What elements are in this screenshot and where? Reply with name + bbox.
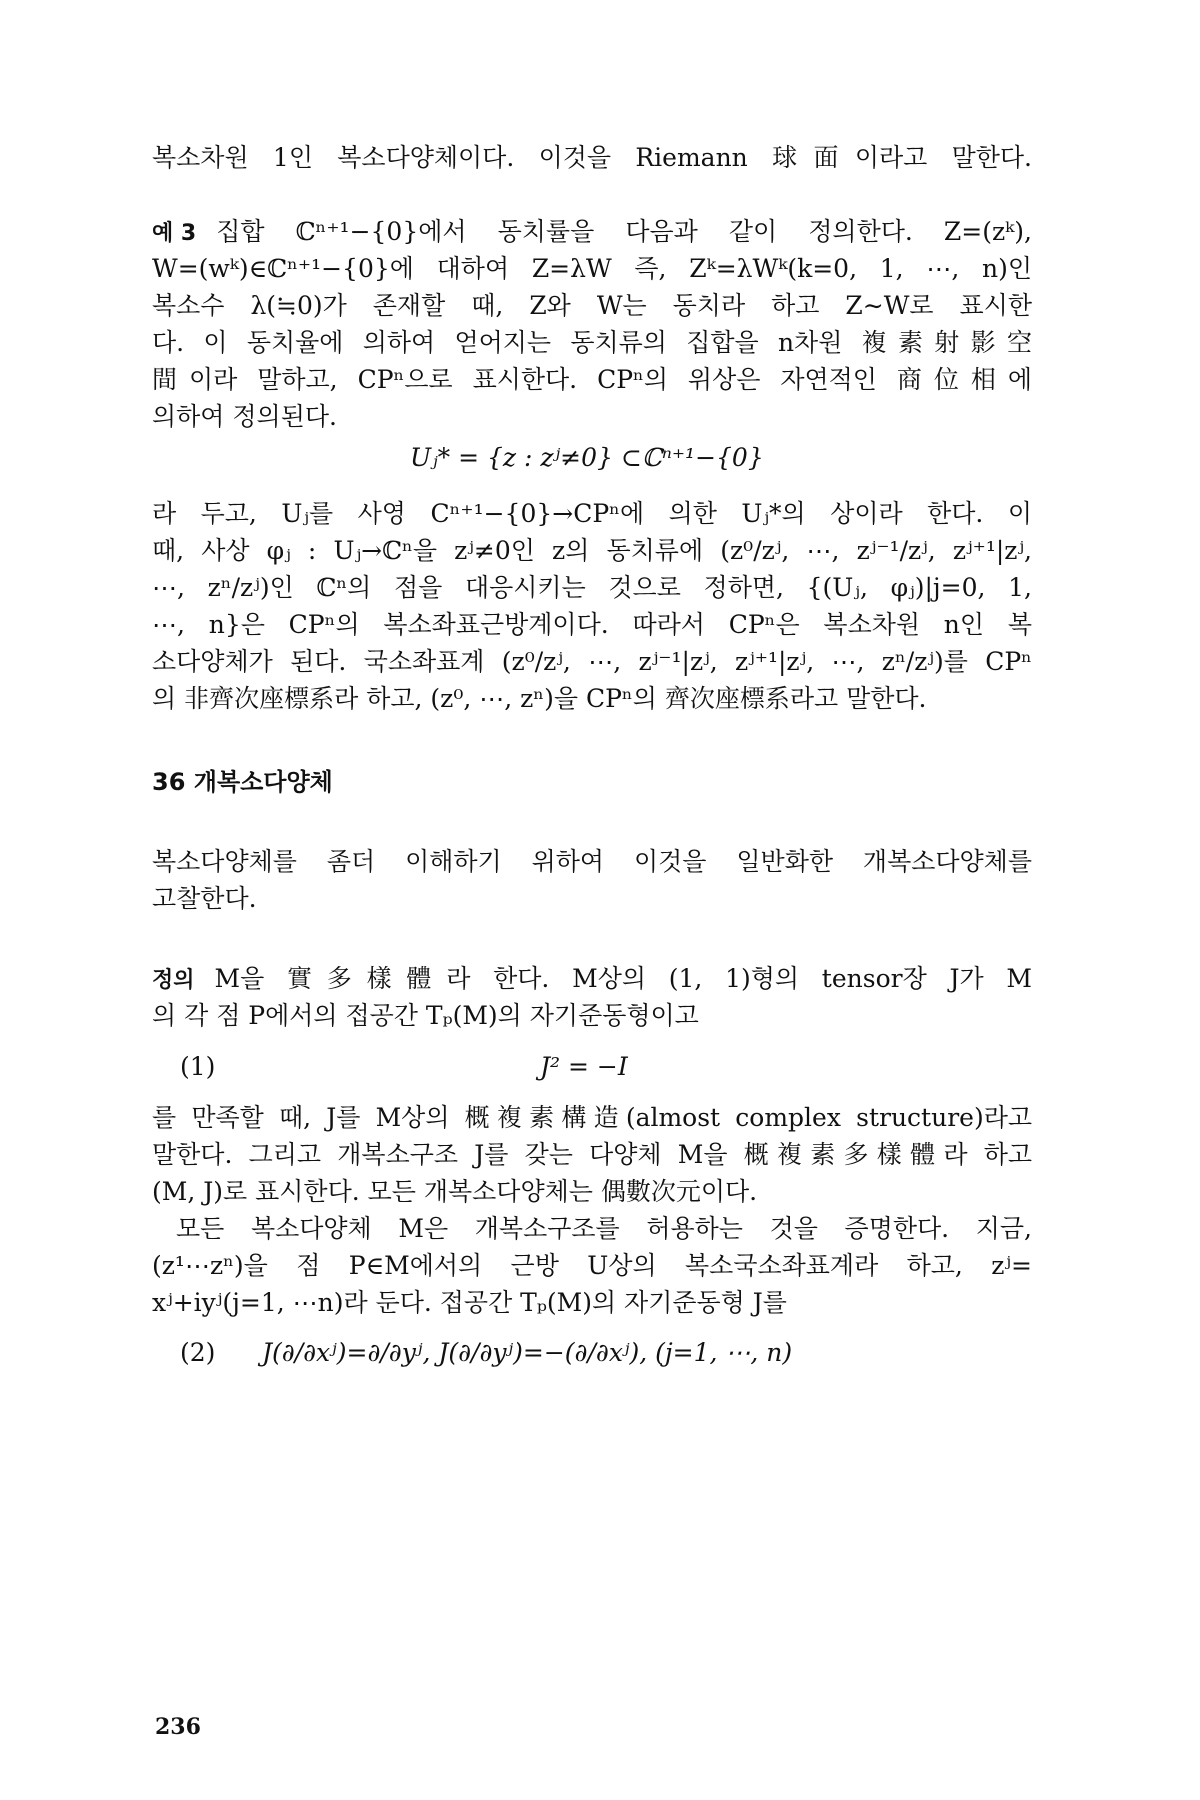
- paragraph-2-line-6: 의 非齊次座標系라 하고, (z⁰, ⋯, zⁿ)을 CPⁿ의 齊次座標系라고 말한다.: [152, 684, 927, 713]
- example-3-line-4: 다. 이 동치율에 의하여 얻어지는 동치류의 집합을 n차원 複素射影空: [152, 328, 1032, 357]
- section-intro-line-1: 복소다양체를 좀더 이해하기 위하여 이것을 일반화한 개복소다양체를: [152, 847, 1032, 876]
- paragraph-3-line-5: (z¹⋯zⁿ)을 점 P∈M에서의 근방 U상의 복소국소좌표계라 하고, zʲ=: [152, 1251, 1032, 1280]
- paragraph-2-line-1: 라 두고, Uⱼ를 사영 Cⁿ⁺¹−{0}→CPⁿ에 의한 Uⱼ*의 상이라 한다. 이: [152, 499, 1032, 528]
- page-number: 236: [155, 1714, 201, 1740]
- definition-line-2: 의 각 점 P에서의 접공간 Tₚ(M)의 자기준동형이고: [152, 1001, 699, 1030]
- equation-2-number: (2): [180, 1338, 216, 1367]
- paragraph-2-line-5: 소다양체가 된다. 국소좌표계 (z⁰/zʲ, ⋯, zʲ⁻¹|zʲ, zʲ⁺¹|zʲ, ⋯, zⁿ/zʲ)를 CPⁿ: [152, 647, 1032, 676]
- example-3-line-6: 의하여 정의된다.: [152, 402, 337, 431]
- example-3-text-1: 집합 ℂⁿ⁺¹−{0}에서 동치률을 다음과 같이 정의한다. Z=(zᵏ),: [216, 217, 1032, 246]
- paragraph-2-line-2: 때, 사상 φⱼ : Uⱼ→ℂⁿ을 zʲ≠0인 z의 동치류에 (z⁰/zʲ, ⋯, zʲ⁻¹/zʲ, zʲ⁺¹|zʲ,: [152, 536, 1032, 565]
- paragraph-3-line-4: 모든 복소다양체 M은 개복소구조를 허용하는 것을 증명한다. 지금,: [176, 1214, 1032, 1243]
- paragraph-2-line-4: ⋯, n}은 CPⁿ의 복소좌표근방계이다. 따라서 CPⁿ은 복소차원 n인 복: [152, 610, 1032, 639]
- paragraph-3-line-1: 를 만족할 때, J를 M상의 概複素構造(almost complex structure)라고: [152, 1103, 1032, 1132]
- definition-label: 정의: [152, 968, 195, 993]
- definition-text-1: M을 實多樣體라 한다. M상의 (1, 1)형의 tensor장 J가 M: [214, 964, 1032, 993]
- paragraph-3-line-6: xʲ+iyʲ(j=1, ⋯n)라 둔다. 접공간 Tₚ(M)의 자기준동형 J를: [152, 1288, 787, 1317]
- example-3-line-5: 間이라 말하고, CPⁿ으로 표시한다. CPⁿ의 위상은 자연적인 商位相에: [152, 365, 1032, 394]
- paragraph-3-line-3: (M, J)로 표시한다. 모든 개복소다양체는 偶數次元이다.: [152, 1177, 758, 1206]
- paragraph-3-line-2: 말한다. 그리고 개복소구조 J를 갖는 다양체 M을 概複素多樣體라 하고: [152, 1140, 1032, 1169]
- equation-1: J² = −I: [540, 1052, 628, 1081]
- paragraph-riemann-sphere: 복소차원 1인 복소다양체이다. 이것을 Riemann 球面이라고 말한다.: [152, 143, 1032, 172]
- paragraph-2-line-3: ⋯, zⁿ/zʲ)인 ℂⁿ의 점을 대응시키는 것으로 정하면, {(Uⱼ, φⱼ)|j=0, 1,: [152, 573, 1032, 602]
- equation-2: J(∂/∂xʲ)=∂/∂yʲ, J(∂/∂yʲ)=−(∂/∂xʲ), (j=1, ⋯, n): [262, 1338, 793, 1367]
- example-label: 예 3: [152, 221, 197, 246]
- equation-uj-star: Uⱼ* = {z : zʲ≠0} ⊂ℂⁿ⁺¹−{0}: [410, 443, 764, 472]
- example-3-line-3: 복소수 λ(≒0)가 존재할 때, Z와 W는 동치라 하고 Z∼W로 표시한: [152, 291, 1032, 320]
- equation-1-number: (1): [180, 1052, 216, 1081]
- section-heading: 36 개복소다양체: [152, 768, 333, 796]
- definition-line-1: [152, 962, 1032, 998]
- example-3-line-2: W=(wᵏ)∈ℂⁿ⁺¹−{0}에 대하여 Z=λW 즉, Zᵏ=λWᵏ(k=0, 1, ⋯, n)인: [152, 254, 1032, 283]
- example-3-line-1: [152, 215, 1032, 251]
- section-intro-line-2: 고찰한다.: [152, 884, 257, 913]
